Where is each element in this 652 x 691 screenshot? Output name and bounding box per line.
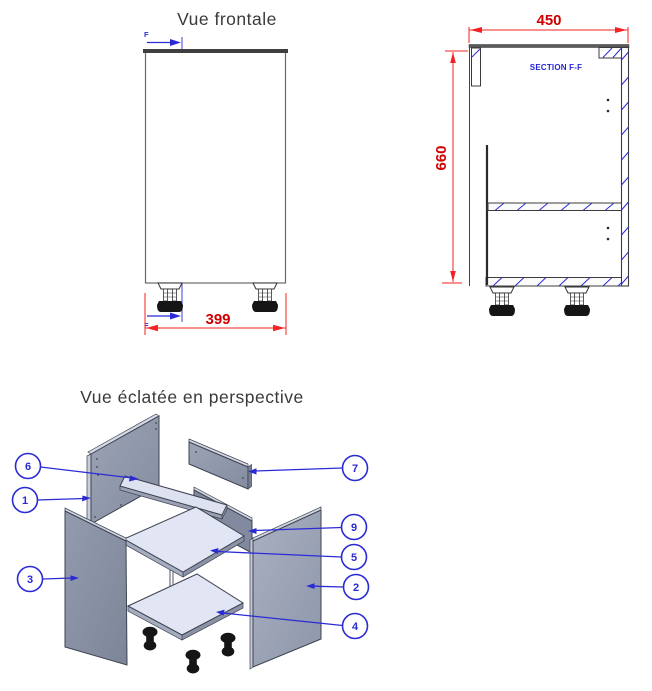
shelf-pin-holes — [607, 99, 610, 241]
section-outline — [469, 45, 629, 287]
right-side-panel-part — [250, 507, 321, 669]
front-feet — [157, 283, 278, 312]
section-height-value: 660 — [433, 145, 450, 171]
section-bottom-panel — [486, 278, 629, 287]
foot — [221, 633, 236, 657]
callout-balloon-6 — [16, 454, 41, 479]
section-left-foot — [489, 287, 515, 316]
exploded-view-title: Vue éclatée en perspective — [80, 387, 304, 407]
callout-balloon-4 — [343, 614, 368, 639]
callout-number: 3 — [26, 574, 34, 586]
section-hanging-rail — [472, 48, 481, 86]
front-view — [143, 9, 288, 335]
width-dimension-450 — [469, 12, 628, 43]
front-right-foot — [252, 283, 278, 312]
callout-number: 6 — [24, 461, 32, 473]
section-view — [433, 12, 629, 316]
section-front-panel — [622, 48, 629, 287]
cut-label-bottom: F — [144, 321, 149, 330]
height-dimension-660 — [433, 51, 468, 283]
exploded-view — [13, 387, 369, 674]
left-side-panel-part — [65, 508, 127, 665]
callout-number: 9 — [350, 522, 358, 534]
front-width-value: 399 — [205, 311, 231, 328]
section-width-value: 450 — [536, 12, 562, 29]
callout-number: 7 — [351, 463, 359, 475]
section-feet — [489, 287, 590, 316]
cabinet-front-outline — [143, 49, 288, 283]
callout-number: 4 — [351, 621, 359, 633]
foot — [143, 627, 158, 651]
callout-number: 1 — [21, 495, 29, 507]
callout-number: 2 — [352, 582, 360, 594]
section-right-foot — [564, 287, 590, 316]
callout-balloon-2 — [344, 575, 369, 600]
section-view-label: SECTION F-F — [529, 63, 583, 72]
callout-balloon-1 — [13, 488, 38, 513]
cut-arrow-bottom-icon — [170, 313, 181, 320]
front-left-foot — [157, 283, 183, 312]
foot — [186, 650, 201, 674]
callout-balloon-7 — [343, 456, 368, 481]
back-rail-part — [189, 439, 252, 489]
back-panel-part — [87, 414, 159, 526]
section-top-rail — [599, 48, 622, 59]
section-shelf — [488, 203, 622, 211]
front-view-title: Vue frontale — [177, 9, 277, 29]
callout-balloon-3 — [18, 567, 43, 592]
callout-balloon-5 — [342, 545, 367, 570]
callout-number: 5 — [350, 552, 358, 564]
cut-label-top: F — [144, 30, 149, 39]
callout-balloon-9 — [342, 515, 367, 540]
cut-arrow-top-icon — [170, 39, 181, 46]
